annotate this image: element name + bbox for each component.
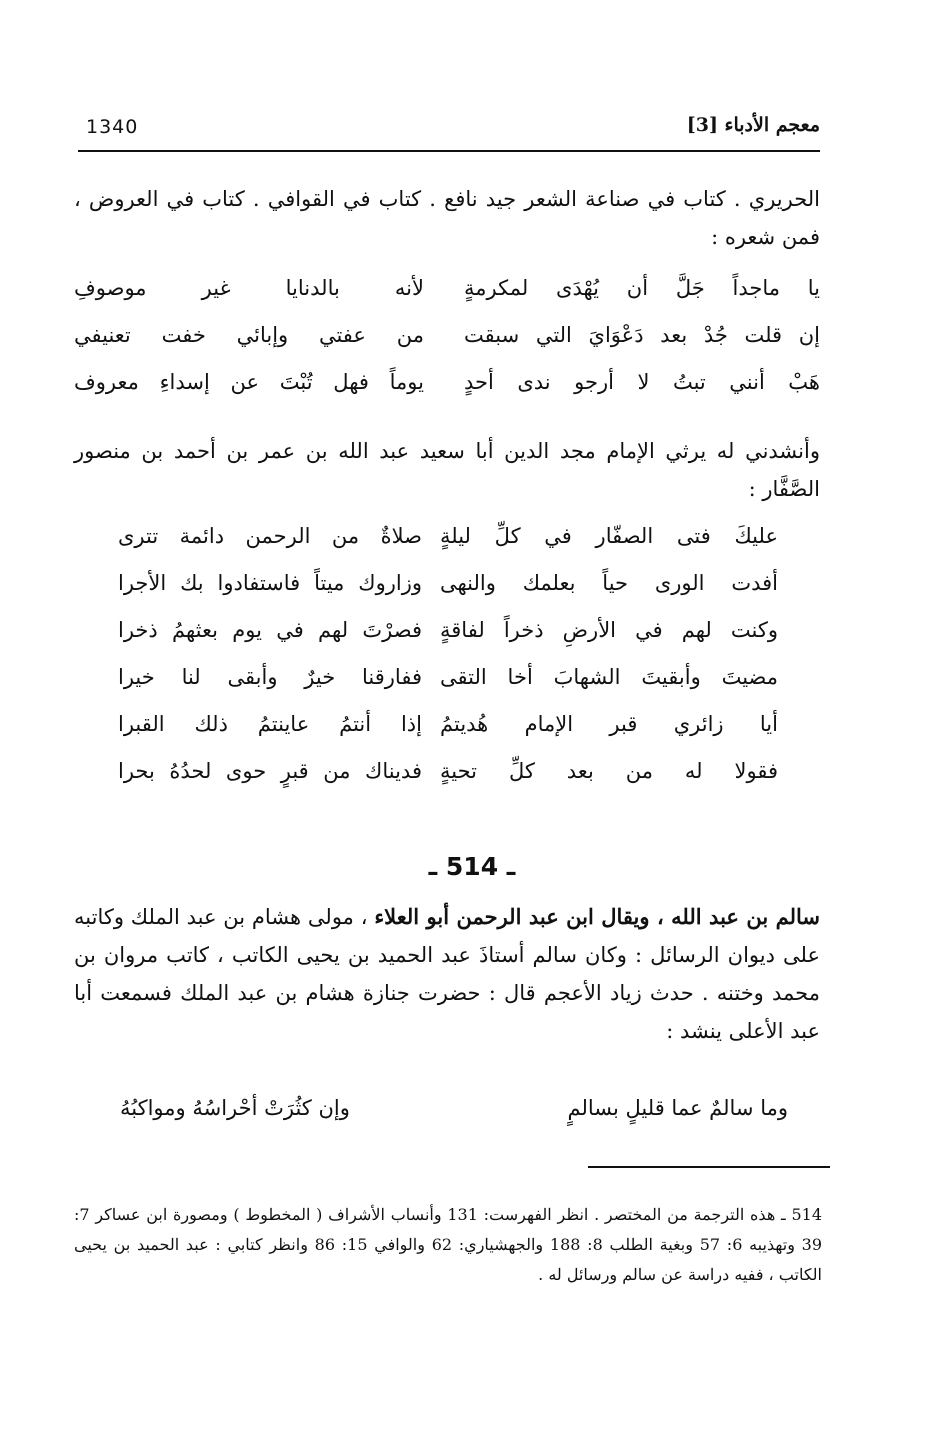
verse-second-half: وإن كثُرَتْ أحْراسُهُ ومواكبُهُ: [120, 1096, 350, 1120]
verse: [74, 323, 820, 370]
verse: [74, 524, 820, 571]
entry-number: ـ 514 ـ: [428, 852, 516, 881]
verse-second-half: وزاروك ميتاً فاستفادوا بك الأجرا: [118, 571, 422, 595]
footnote: 514 ـ هذه الترجمة من المختصر . انظر الفهرست: 131 وأنساب الأشراف ( المخطوط ) ومصورة ابن عساكر 7: 39 وتهذيبه 6: 57 وبغية الطلب 8: 188 والجهشياري: 62 والوافي 15: 86 وانظر كتابي : عبد الحميد بن يحيى الكاتب ، ففيه دراسة عن سالم ورسائل له .: [74, 1205, 823, 1284]
verse-first-half: هَبْ أنني تبتُ لا أرجو ندى أحدٍ: [464, 370, 820, 394]
verse-first-half: أفدت الورى حياً بعلمك والنهى: [440, 571, 778, 595]
entry-paragraph: [74, 898, 820, 1050]
verse: [74, 712, 820, 759]
verse-second-half: صلاةٌ من الرحمن دائمة تترى: [118, 524, 422, 548]
elegy-intro-paragraph: وأنشدني له يرثي الإمام مجد الدين أبا سعيد عبد الله بن عمر بن أحمد بن منصور الصَّفَّار :: [74, 439, 820, 501]
verse: [74, 276, 820, 323]
verse: [74, 665, 820, 712]
page-number: 1340: [86, 116, 139, 138]
entry-text: ، مولى هشام بن عبد الملك وكاتبه على ديوان الرسائل : وكان سالم أستاذَ عبد الحميد بن يحيى الكاتب ، كاتب مروان بن محمد وختنه . حدث زياد الأعجم قال : حضرت جنازة هشام بن عبد الملك فسمعت أبا عبد الأعلى ينشد :: [74, 905, 820, 1043]
verse: [74, 370, 820, 417]
verse-first-half: مضيتَ وأبقيتَ الشهابَ أخا التقى: [440, 665, 778, 689]
poem-1: [74, 276, 820, 417]
verse-second-half: فديناك من قبرٍ حوى لحدُهُ بحرا: [118, 759, 422, 783]
verse-first-half: أيا زائري قبر الإمام هُديتمُ: [440, 712, 778, 736]
running-title: معجم الأدباء [3]: [686, 114, 820, 136]
verse-second-half: يوماً فهل تُبْتَ عن إسداءِ معروف: [74, 370, 424, 394]
verse: [74, 571, 820, 618]
verse-first-half: إن قلت جُدْ بعد دَعْوَايَ التي سبقت: [464, 323, 820, 347]
verse-second-half: ففارقنا خيرٌ وأبقى لنا خيرا: [118, 665, 422, 689]
footnote-rule: [588, 1166, 830, 1168]
verse-first-half: وكنت لهم في الأرضِ ذخراً لفاقةٍ: [440, 618, 778, 642]
verse-first-half: يا ماجداً جَلَّ أن يُهْدَى لمكرمةٍ: [464, 276, 820, 300]
verse-second-half: إذا أنتمُ عاينتمُ ذلك القبرا: [118, 712, 422, 736]
verse: [74, 759, 820, 806]
verse-first-half: عليكَ فتى الصفّار في كلِّ ليلةٍ: [440, 524, 778, 548]
verse-second-half: لأنه بالدنايا غير موصوفِ: [74, 276, 424, 300]
verse-first-half: وما سالمٌ عما قليلٍ بسالمٍ: [567, 1096, 788, 1120]
verse-second-half: من عفتي وإبائي خفت تعنيفي: [74, 323, 424, 347]
poem-2: [74, 524, 820, 806]
verse-second-half: فصرْتَ لهم في يوم بعثهمُ ذخرا: [118, 618, 422, 642]
entry-name: سالم بن عبد الله ، ويقال ابن عبد الرحمن أبو العلاء: [374, 904, 821, 929]
verse-first-half: فقولا له من بعد كلِّ تحيةٍ: [440, 759, 778, 783]
page-header: [78, 114, 820, 148]
header-rule: [78, 150, 820, 152]
verse: [74, 618, 820, 665]
intro-paragraph: الحريري . كتاب في صناعة الشعر جيد نافع . كتاب في القوافي . كتاب في العروض ، فمن شعره :: [74, 187, 820, 249]
